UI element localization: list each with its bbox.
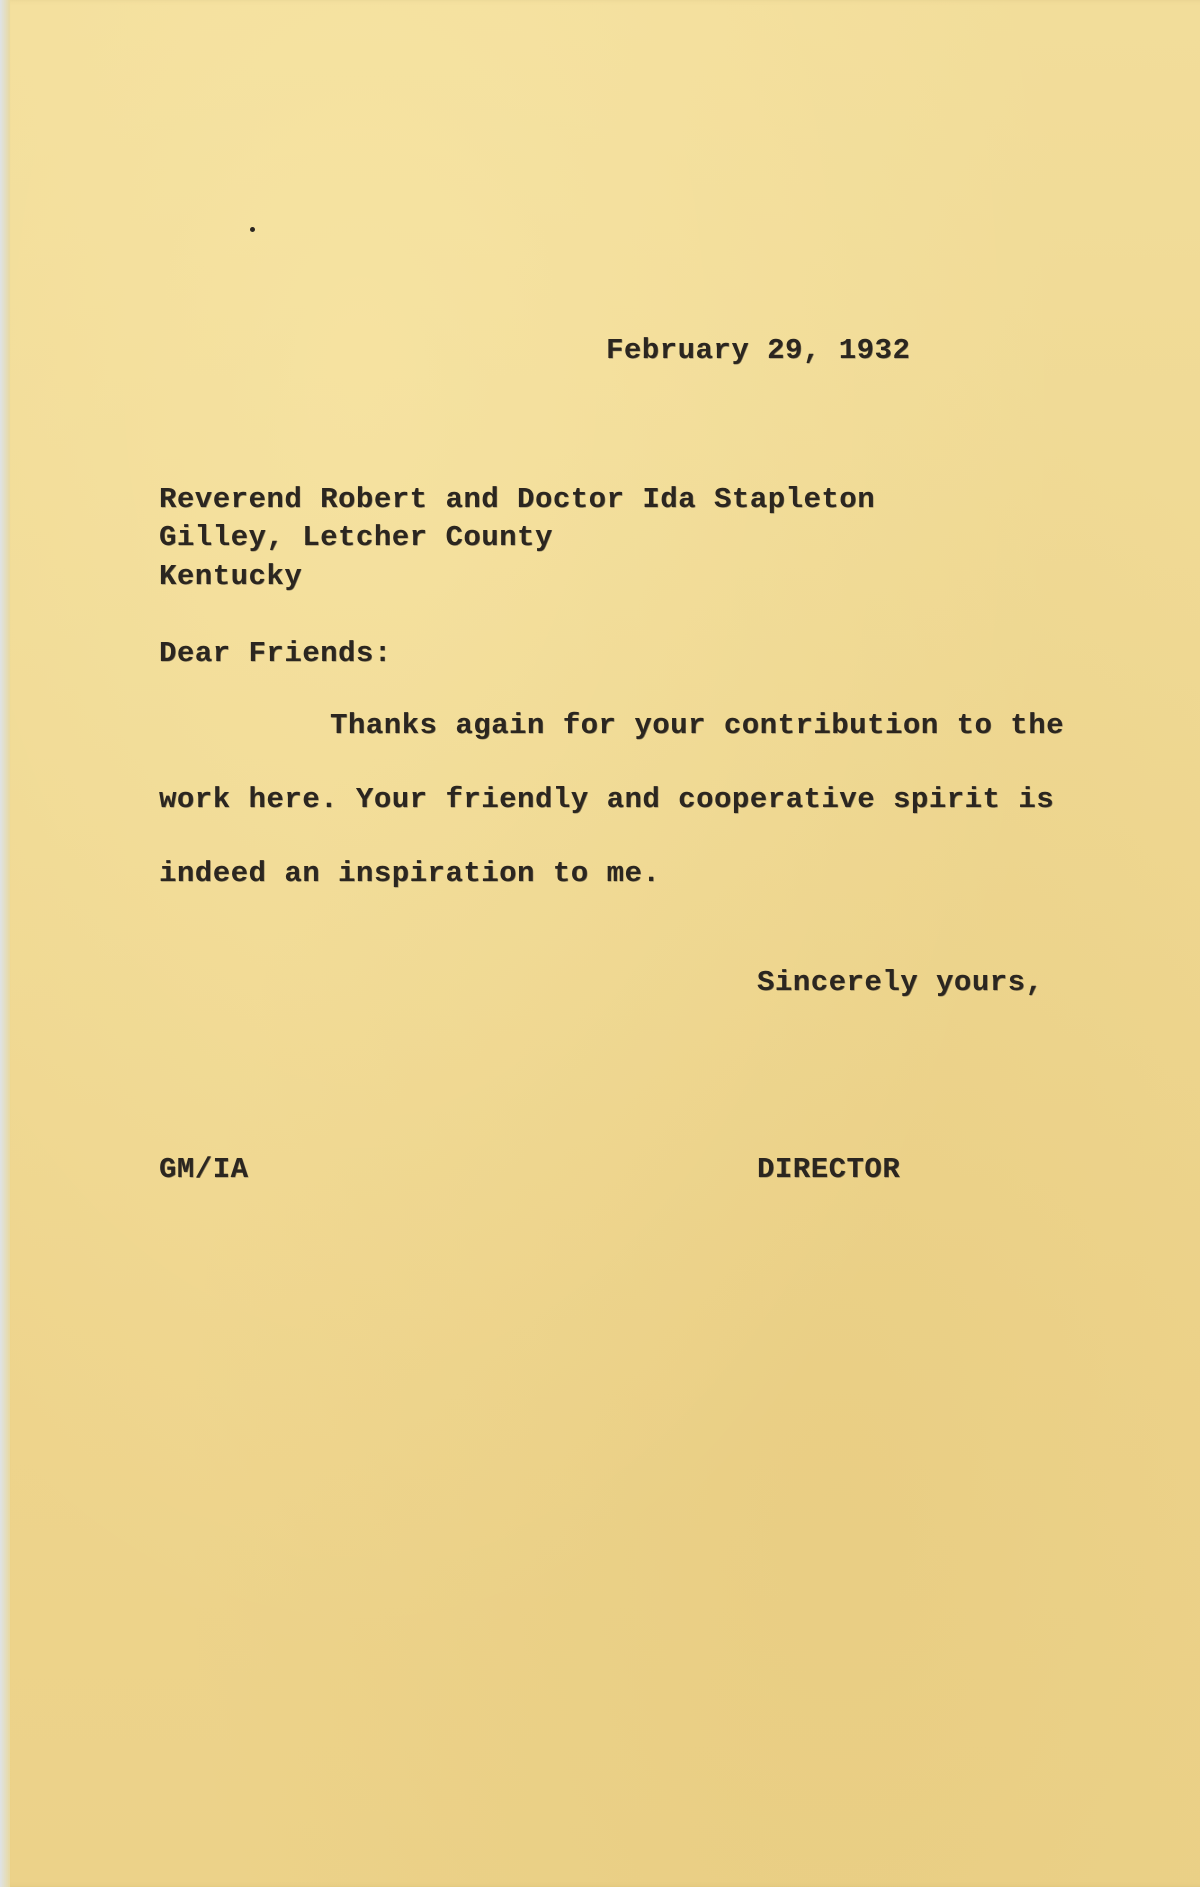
body-line-2: work here. Your friendly and cooperative spirit is [159,783,1055,816]
ink-speck [250,227,255,232]
recipient-state: Kentucky [159,560,303,593]
recipient-name: Reverend Robert and Doctor Ida Stapleton [159,483,876,516]
signature-title: DIRECTOR [757,1153,901,1186]
salutation: Dear Friends: [159,637,392,670]
letter-date: February 29, 1932 [606,334,911,367]
paper-edge [0,0,10,1887]
body-line-1: Thanks again for your contribution to the [330,709,1065,742]
recipient-address: Gilley, Letcher County [159,521,553,554]
reference-initials: GM/IA [159,1153,249,1186]
body-line-3: indeed an inspiration to me. [159,857,661,890]
closing: Sincerely yours, [757,966,1044,999]
